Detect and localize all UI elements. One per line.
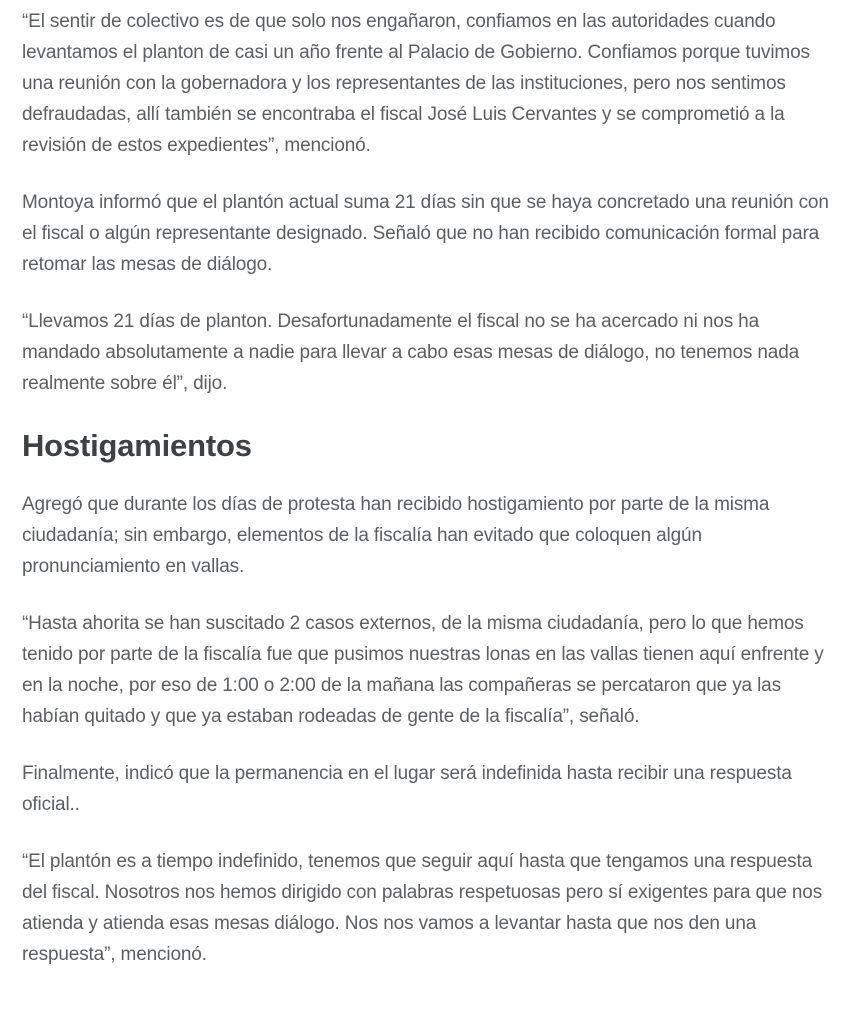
article-paragraph-quote-casos-externos: “Hasta ahorita se han suscitado 2 casos externos, de la misma ciudadanía, pero lo que hemos tenido por parte de la fiscalía fue que pusimos nuestras lonas en las vallas tienen aquí enfrente y en la noche, por eso de 1:00 o 2:00 de la mañana las compañeras se percataron que ya las habían quitado y que ya estaban rodeadas de gente de la fiscalía”, señaló. <box>22 613 824 727</box>
article-paragraph-quote-llevamos-21-dias: “Llevamos 21 días de planton. Desafortunadamente el fiscal no se ha acercado ni nos ha mandado absolutamente a nadie para llevar a cabo esas mesas de diálogo, no tenemos nada realmente sobre él”, dijo. <box>22 311 800 394</box>
article-paragraph-planton-21-dias: Montoya informó que el plantón actual suma 21 días sin que se haya concretado una reunión con el fiscal o algún representante designado. Señaló que no han recibido comunicación formal para retomar las mesas de diálogo. <box>22 192 829 275</box>
article-paragraph-hostigamiento: Agregó que durante los días de protesta han recibido hostigamiento por parte de la misma ciudadanía; sin embargo, elementos de la fiscalía han evitado que coloquen algún pronunciamiento en vallas. <box>22 494 770 577</box>
article-paragraph-quote-colectivo: “El sentir de colectivo es de que solo nos engañaron, confiamos en las autoridades cuando levantamos el planton de casi un año frente al Palacio de Gobierno. Confiamos porque tuvimos una reunión con la gobernadora y los representantes de las instituciones, pero nos sentimos defraudadas, allí también se encontraba el fiscal José Luis Cervantes y se comprometió a la revisión de estos expedientes”, mencionó. <box>22 11 810 156</box>
section-heading-hostigamientos: Hostigamientos <box>22 428 252 463</box>
article-paragraph-permanencia-indefinida: Finalmente, indicó que la permanencia en el lugar será indefinida hasta recibir una respuesta oficial.. <box>22 763 792 815</box>
article-paragraph-quote-planton-indefinido: “El plantón es a tiempo indefinido, tenemos que seguir aquí hasta que tengamos una respuesta del fiscal. Nosotros nos hemos dirigido con palabras respetuosas pero sí exigentes para que nos atienda y atienda esas mesas diálogo. Nos nos vamos a levantar hasta que nos den una respuesta”, mencionó. <box>22 851 823 965</box>
